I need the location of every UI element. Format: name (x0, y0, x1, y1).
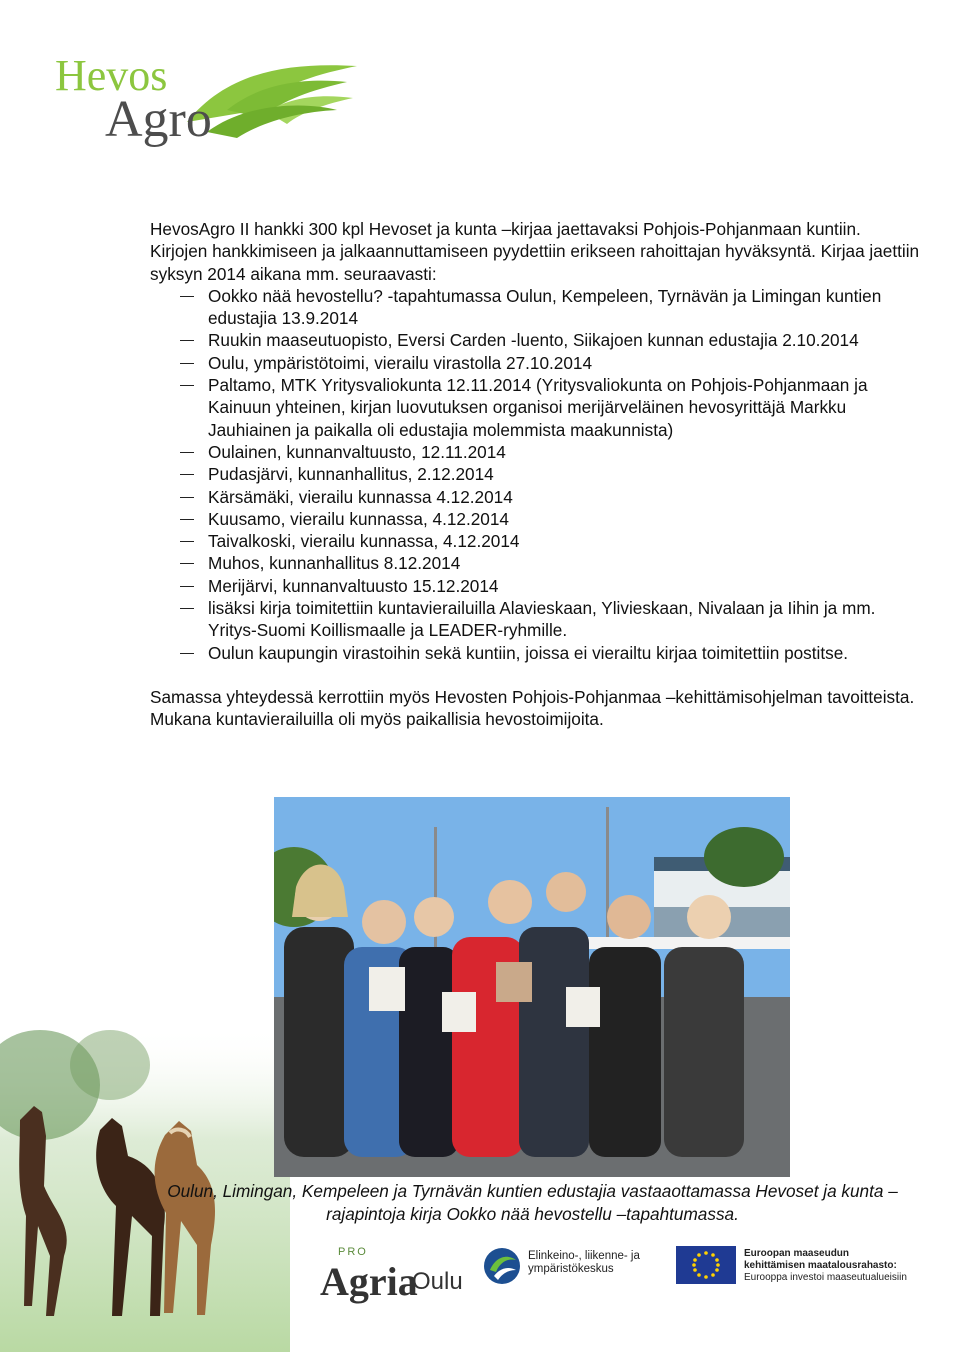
logo-text-agro: Agro (105, 91, 212, 148)
dash-bullet-icon (180, 541, 194, 542)
dash-bullet-icon (180, 296, 194, 297)
dash-bullet-icon (180, 452, 194, 453)
proagria-pro-text: PRO (338, 1246, 368, 1258)
dash-bullet-icon (180, 363, 194, 364)
proagria-city-text: Oulu (412, 1268, 463, 1295)
list-item: Ookko nää hevostellu? -tapahtumassa Oulun, Kempeleen, Tyrnävän ja Limingan kuntien edustajia 13.9.2014 (150, 285, 920, 330)
ely-keskus-logo (482, 1244, 652, 1288)
dash-bullet-icon (180, 563, 194, 564)
dash-bullet-icon (180, 586, 194, 587)
logo-text-hevos: Hevos (55, 51, 168, 100)
dash-bullet-icon (180, 474, 194, 475)
list-item: Ruukin maaseutuopisto, Eversi Carden -luento, Siikajoen kunnan edustajia 2.10.2014 (150, 329, 920, 351)
list-item: Oulun kaupungin virastoihin sekä kuntiin, joissa ei vierailtu kirjaa toimitettiin postitse. (150, 642, 920, 664)
proagria-name-text: Agria (320, 1259, 418, 1304)
list-item: Oulainen, kunnanvaltuusto, 12.11.2014 (150, 441, 920, 463)
eu-flag-icon (676, 1246, 736, 1284)
list-item: lisäksi kirja toimitettiin kuntavierailuilla Alavieskaan, Ylivieskaan, Nivalaan ja Iihin ja mm. Yritys-Suomi Koillismaalle ja LEADER-ryhmille. (150, 597, 920, 642)
list-item: Kuusamo, vierailu kunnassa, 4.12.2014 (150, 508, 920, 530)
document-body (150, 218, 920, 731)
proagria-oulu-logo (320, 1246, 463, 1316)
dash-bullet-icon (180, 497, 194, 498)
dash-bullet-icon (180, 519, 194, 520)
eu-fund-line-1: Euroopan maaseudun (744, 1248, 850, 1259)
group-photo-image (274, 797, 790, 1177)
dash-bullet-icon (180, 385, 194, 386)
summary-paragraph: Samassa yhteydessä kerrottiin myös Hevosten Pohjois-Pohjanmaa –kehittämisohjelman tavoitteista. Mukana kuntavierailuilla oli myös paikallisia hevostoimijoita. (150, 686, 915, 730)
list-item: Merijärvi, kunnanvaltuusto 15.12.2014 (150, 575, 920, 597)
photo-caption: Oulun, Limingan, Kempeleen ja Tyrnävän kuntien edustajia vastaaottamassa Hevoset ja kunta –rajapintoja kirja Ookko nää hevostellu –tapahtumassa. (167, 1181, 898, 1224)
intro-paragraph: HevosAgro II hankki 300 kpl Hevoset ja kunta –kirjaa jaettavaksi Pohjois-Pohjanmaan kuntiin. Kirjojen hankkimiseen ja jalkaannuttamiseen pyydettiin erikseen rahoittajan hyväksyntä. Kirjaa jaettiin syksyn 2014 aikana mm. seuraavasti: (150, 219, 920, 284)
distribution-list (150, 285, 920, 664)
eu-fund-text (744, 1248, 944, 1284)
hevosagro-logo (55, 50, 315, 160)
list-item: Taivalkoski, vierailu kunnassa, 4.12.2014 (150, 530, 920, 552)
ely-name-text: Elinkeino-, liikenne- ja ympäristökeskus (528, 1250, 640, 1275)
list-item: Oulu, ympäristötoimi, vierailu virastolla 27.10.2014 (150, 352, 920, 374)
dash-bullet-icon (180, 340, 194, 341)
eu-fund-line-3: Eurooppa investoi maaseutualueisiin (744, 1272, 907, 1283)
list-item: Pudasjärvi, kunnanhallitus, 2.12.2014 (150, 463, 920, 485)
ely-emblem-icon (482, 1246, 522, 1286)
eu-rural-fund-logo (676, 1246, 936, 1286)
eu-fund-line-2: kehittämisen maatalousrahasto: (744, 1260, 897, 1271)
list-item: Kärsämäki, vierailu kunnassa 4.12.2014 (150, 486, 920, 508)
dash-bullet-icon (180, 608, 194, 609)
group-photo (274, 797, 790, 1177)
dash-bullet-icon (180, 653, 194, 654)
list-item: Paltamo, MTK Yritysvaliokunta 12.11.2014 (Yritysvaliokunta on Pohjois-Pohjanmaan ja Kainuun yhteinen, kirjan luovutuksen organisoi merijärveläinen hevosyrittäjä Markku Jauhiainen ja paikalla oli edustajia molemmista maakunnista) (150, 374, 920, 441)
list-item: Muhos, kunnanhallitus 8.12.2014 (150, 552, 920, 574)
